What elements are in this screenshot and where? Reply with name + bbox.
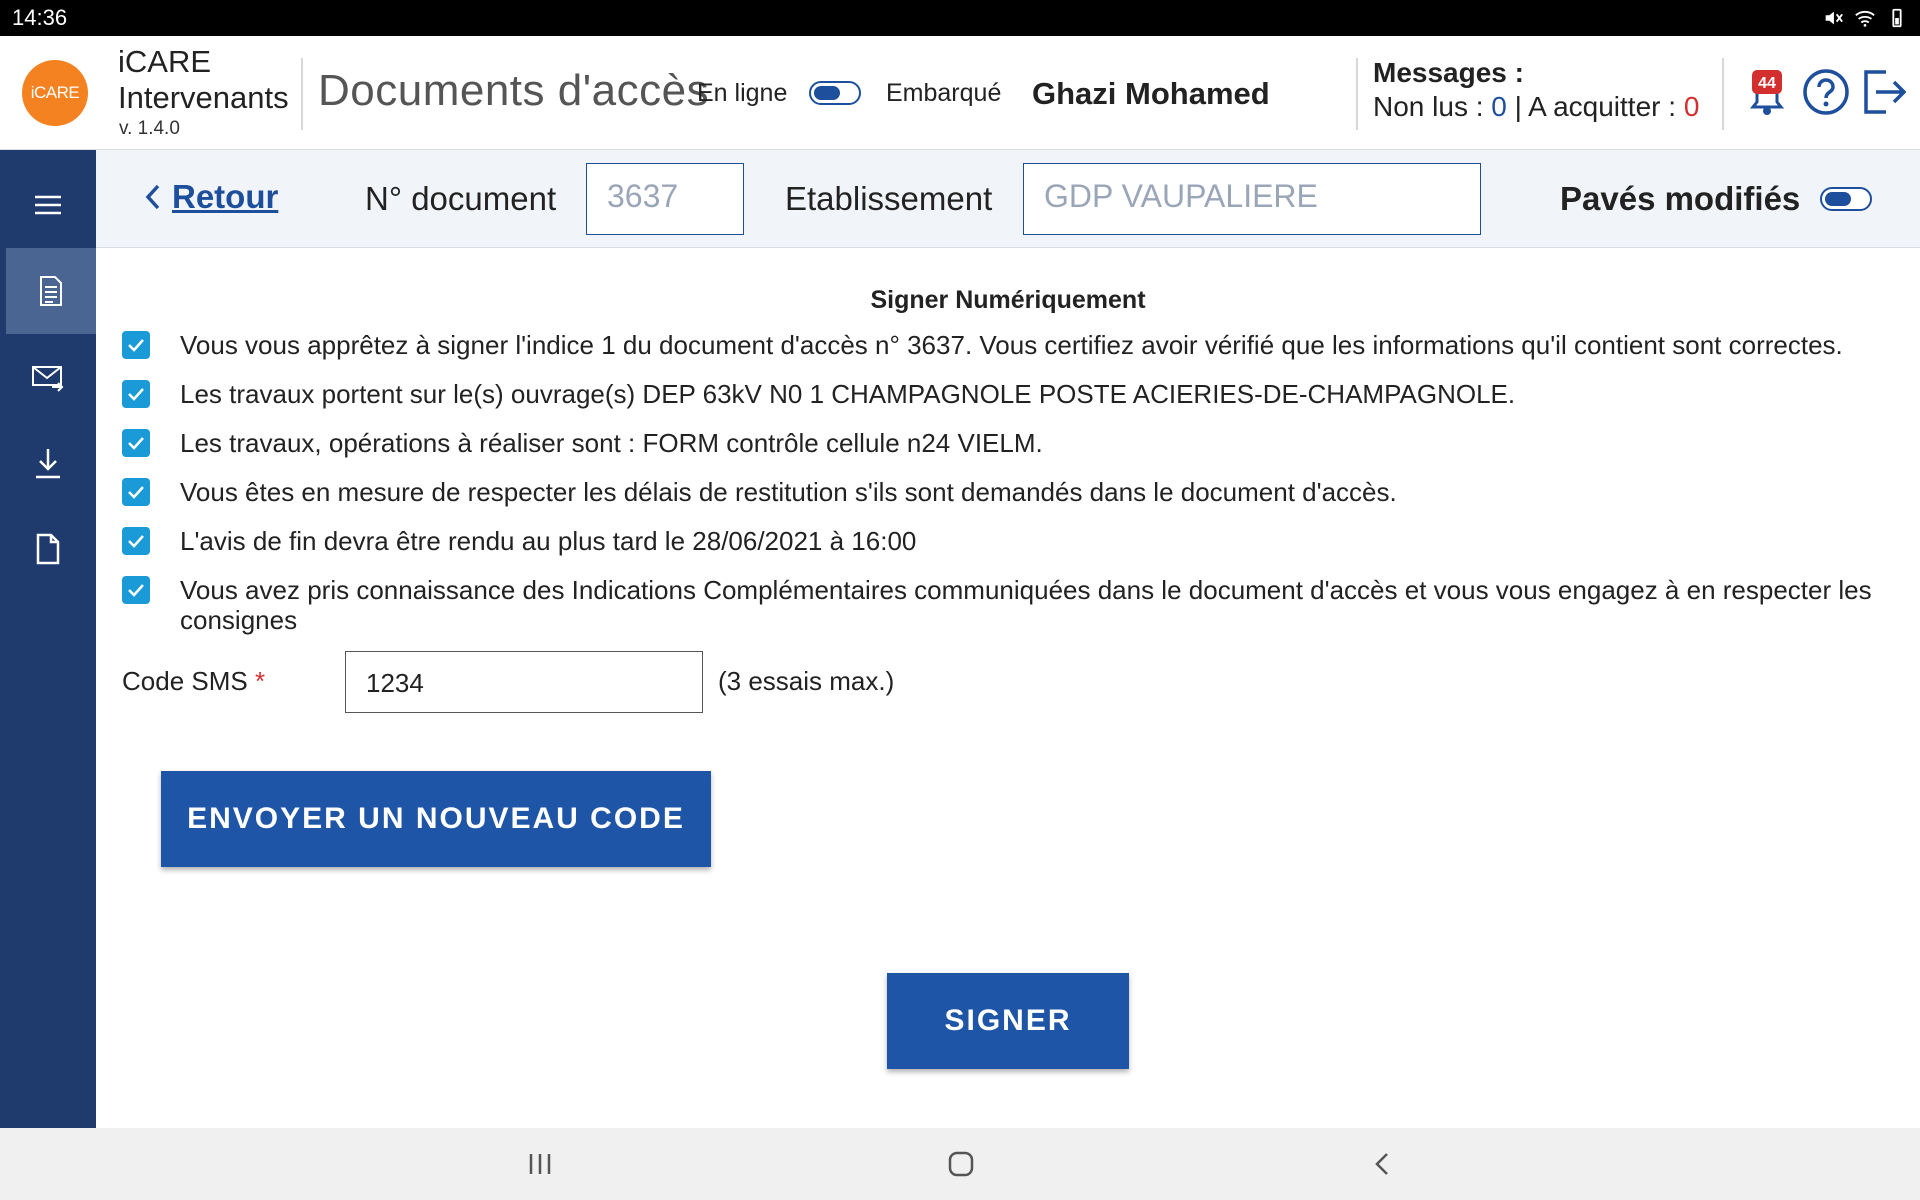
embarque-label: Embarqué [886,79,1002,107]
checkbox[interactable] [122,576,150,604]
wifi-icon [1854,7,1876,29]
bell-icon[interactable] [1748,70,1786,118]
establishment-field: GDP VAUPALIERE [1023,163,1481,235]
app-logo: iCARE [22,60,88,126]
online-label: En ligne [697,79,788,107]
status-bar [0,0,1920,36]
status-time: 14:36 [12,5,68,30]
page-title: Documents d'accès [318,66,710,115]
resend-code-button[interactable]: ENVOYER UN NOUVEAU CODE [161,771,711,867]
ack-count: 0 [1683,91,1700,122]
sidebar-item-documents[interactable] [6,248,96,334]
check-icon [125,383,147,405]
system-navbar [0,1128,1920,1200]
sidebar [0,150,96,1128]
logout-icon[interactable] [1862,68,1906,116]
recent-apps-icon[interactable] [526,1146,554,1182]
battery-icon [1886,7,1908,29]
sms-code-input[interactable]: 1234 [345,651,703,713]
app-version: v. 1.4.0 [119,118,180,139]
divider [1722,58,1724,130]
help-icon[interactable] [1802,68,1850,116]
ack-label: A acquitter : [1528,91,1677,122]
sidebar-item-files[interactable] [0,506,96,592]
unread-count: 0 [1491,91,1507,122]
online-toggle[interactable] [809,81,861,105]
sms-attempts-hint: (3 essais max.) [718,666,895,696]
checkbox[interactable] [122,527,150,555]
sidebar-item-messages[interactable] [0,334,96,420]
check-item: L'avis de fin devra être rendu au plus tard le 28/06/2021 à 16:00 [122,526,1912,556]
checkbox[interactable] [122,478,150,506]
doc-number-label: N° document [365,180,557,217]
document-toolbar [96,150,1920,248]
home-icon[interactable] [946,1146,976,1182]
app-name: iCARE Intervenants [118,44,289,115]
back-button[interactable]: Retour [144,178,278,216]
section-title: Signer Numériquement [870,286,1146,314]
sign-form [96,248,1920,1128]
check-icon [125,334,147,356]
check-item: Vous vous apprêtez à signer l'indice 1 du document d'accès n° 3637. Vous certifiez avoir vérifié que les informations qu'il contient sont correctes. [122,330,1912,360]
required-mark: * [254,666,266,696]
sidebar-item-download[interactable] [0,420,96,506]
check-icon [125,579,147,601]
notification-badge: 44 [1758,75,1776,92]
divider [301,58,303,130]
checkbox[interactable] [122,429,150,457]
check-item: Vous êtes en mesure de respecter les délais de restitution s'ils sont demandés dans le document d'accès. [122,477,1912,507]
download-icon [30,445,66,481]
check-icon [125,530,147,552]
checkbox[interactable] [122,331,150,359]
doc-number-field: 3637 [586,163,744,235]
menu-button[interactable] [0,162,96,248]
check-item: Vous avez pris connaissance des Indications Complémentaires communiquées dans le document d'accès et vous vous engagez à en respecter les consignes [122,575,1912,635]
paves-modifies-label: Pavés modifiés [1560,180,1801,217]
file-icon [30,531,66,567]
check-item: Les travaux portent sur le(s) ouvrage(s) DEP 63kV N0 1 CHAMPAGNOLE POSTE ACIERIES-DE-CHAMPAGNOLE. [122,379,1912,409]
menu-icon [30,187,66,223]
check-item: Les travaux, opérations à réaliser sont : FORM contrôle cellule n24 VIELM. [122,428,1912,458]
status-icons [1822,7,1908,29]
checkbox[interactable] [122,380,150,408]
mute-icon [1822,7,1844,29]
sms-code-label: Code SMS * [122,666,266,696]
mail-send-icon [30,359,66,395]
back-icon[interactable] [1370,1146,1394,1182]
sign-button[interactable]: SIGNER [887,973,1129,1069]
check-icon [125,432,147,454]
document-icon [33,273,69,309]
app-header [0,36,1920,150]
divider [1356,58,1358,130]
messages-summary[interactable]: Messages : Non lus : 0 | A acquitter : 0 [1373,57,1700,122]
unread-label: Non lus : [1373,91,1484,122]
check-icon [125,481,147,503]
paves-modifies-toggle[interactable] [1820,187,1872,211]
user-name: Ghazi Mohamed [1032,76,1270,111]
establishment-label: Etablissement [785,180,993,217]
chevron-left-icon [144,183,162,211]
